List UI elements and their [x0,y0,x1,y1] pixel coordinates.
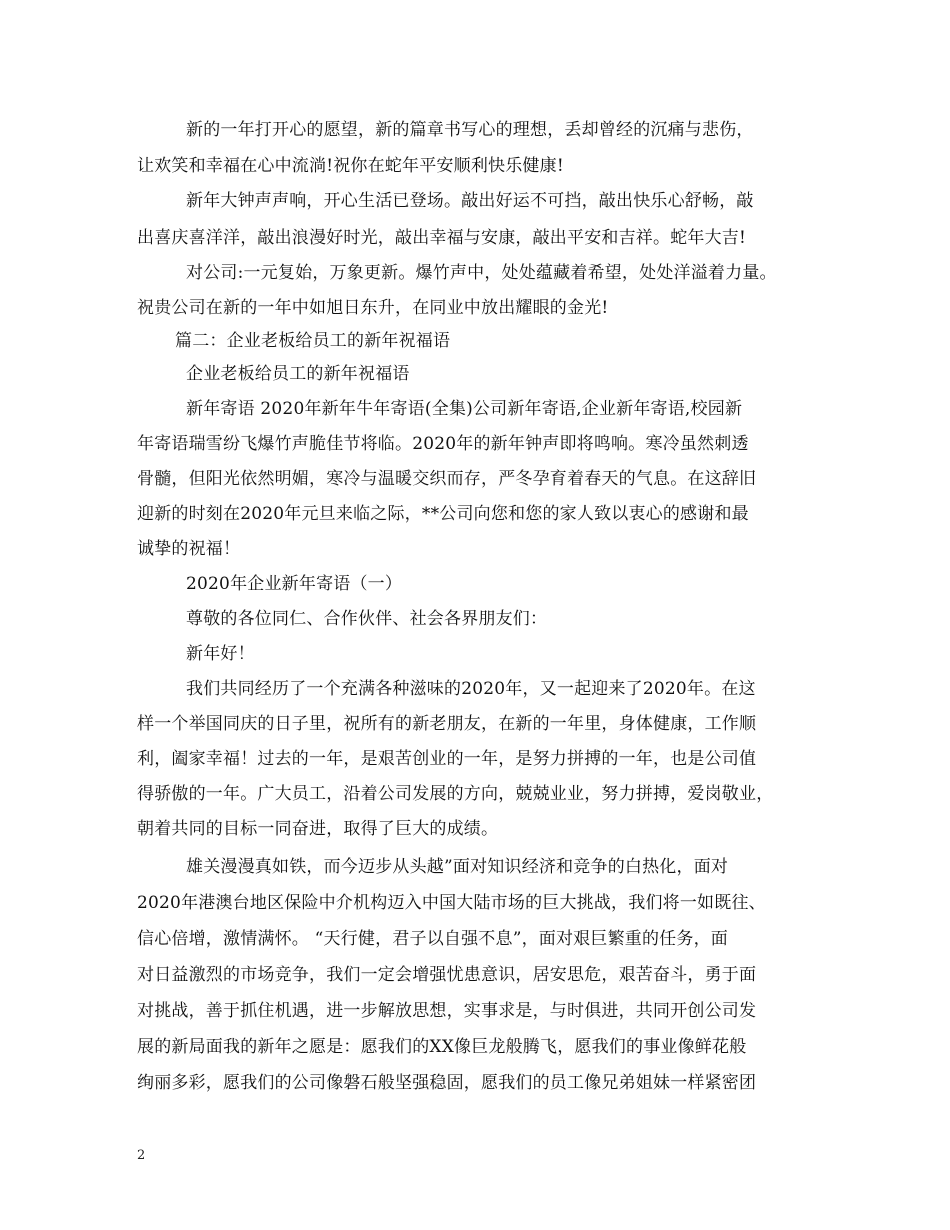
text-line: 诚挚的祝福！ [137,539,241,559]
text-line: 新年寄语 2020年新年牛年寄语(全集)公司新年寄语,企业新年寄语,校园新 [186,399,743,419]
text-line: 骨髓，但阳光依然明媚，寒冷与温暖交织而存，严冬孕育着春天的气息。在这辞旧 [137,469,757,489]
text-line: 迎新的时刻在2020年元旦来临之际，**公司向您和您的家人致以衷心的感谢和最 [137,504,749,524]
page-number: 2 [137,1148,146,1163]
text-line: 得骄傲的一年。广大员工，沿着公司发展的方向，兢兢业业，努力拼搏，爱岗敬业， [137,784,774,804]
text-line: 2020年港澳台地区保险中介机构迈入中国大陆市场的巨大挑战，我们将一如既往、 [137,893,766,913]
text-line: 祝贵公司在新的一年中如旭日东升，在同业中放出耀眼的金光! [137,298,609,318]
text-line: 尊敬的各位同仁、合作伙伴、社会各界朋友们： [186,609,548,629]
text-line: 年寄语瑞雪纷飞爆竹声脆佳节将临。2020年的新年钟声即将鸣响。寒冷虽然刺透 [137,434,749,454]
text-line: 新的一年打开心的愿望，新的篇章书写心的理想，丢却曾经的沉痛与悲伤， [186,120,754,140]
text-line: 让欢笑和幸福在心中流淌!祝你在蛇年平安顺利快乐健康! [137,156,564,176]
text-line: 绚丽多彩，愿我们的公司像磐石般坚强稳固，愿我们的员工像兄弟姐妹一样紧密团 [137,1073,757,1093]
section-heading: 篇二：企业老板给员工的新年祝福语 [175,331,451,351]
text-line: 对挑战，善于抓住机遇，进一步解放思想，实事求是，与时俱进，共同开创公司发 [137,1001,757,1021]
text-line: 雄关漫漫真如铁，而今迈步从头越”面对知识经济和竞争的白热化，面对 [186,857,729,877]
text-line: 对日益激烈的市场竞争，我们一定会增强忧患意识，居安思危，艰苦奋斗，勇于面 [137,965,757,985]
text-line: 信心倍增，激情满怀。 “天行健，君子以自强不息”，面对艰巨繁重的任务，面 [137,929,728,949]
text-line: 样一个举国同庆的日子里，祝所有的新老朋友，在新的一年里，身体健康，工作顺 [137,714,757,734]
subheading: 企业老板给员工的新年祝福语 [186,364,410,384]
subheading: 2020年企业新年寄语（一） [186,574,403,594]
text-line: 对公司:一元复始，万象更新。爆竹声中，处处蕴藏着希望，处处洋溢着力量。 [186,263,777,283]
text-line: 朝着共同的目标一同奋进，取得了巨大的成绩。 [137,819,499,839]
text-line: 展的新局面我的新年之愿是：愿我们的XX像巨龙般腾飞，愿我们的事业像鲜花般 [137,1037,747,1057]
text-line: 新年大钟声声响，开心生活已登场。敲出好运不可挡，敲出快乐心舒畅，敲 [186,191,754,211]
text-line: 出喜庆喜洋洋，敲出浪漫好时光，敲出幸福与安康，敲出平安和吉祥。蛇年大吉! [137,228,747,248]
text-line: 新年好！ [186,644,255,664]
text-line: 我们共同经历了一个充满各种滋味的2020年，又一起迎来了2020年。在这 [186,679,756,699]
text-line: 利，阖家幸福！过去的一年，是艰苦创业的一年，是努力拼搏的一年，也是公司值 [137,749,757,769]
